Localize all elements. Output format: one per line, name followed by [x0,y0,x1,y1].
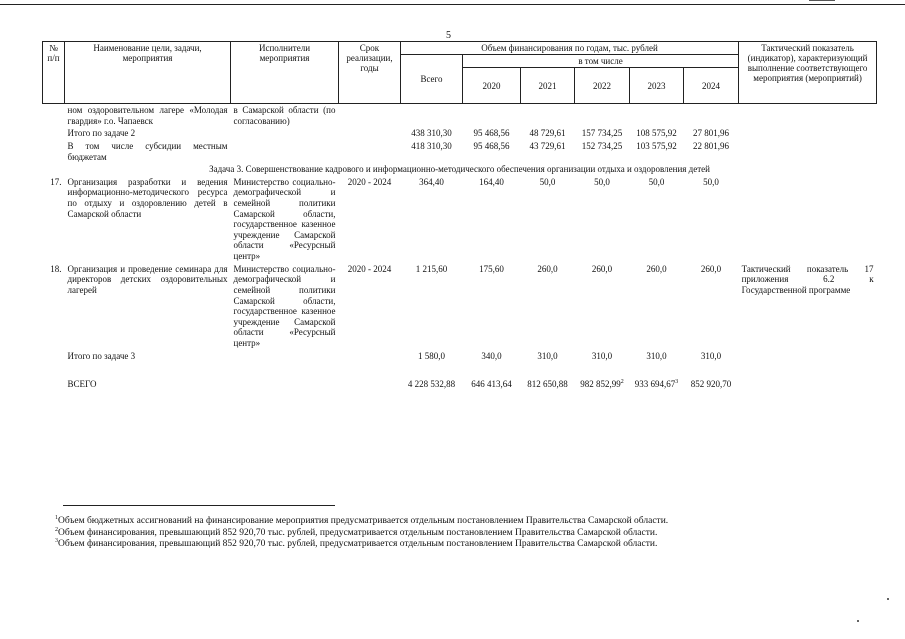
row-label: Итого по задаче 3 [67,350,136,361]
spacer-row [43,362,877,378]
cell-2021: 50,0 [539,176,556,187]
task-heading-row [43,163,877,176]
header-year: 2022 [575,68,630,104]
top-rule [0,4,905,5]
table-row [43,140,877,163]
cell-2022: 50,0 [594,176,610,187]
row-name: ном оздоровительном лагере «Молодая гвардия» г.о. Чапаевск [67,105,228,126]
footnote-separator [63,505,335,506]
cell-2021: 48 729,61 [529,128,566,139]
cell-2023 [630,378,684,391]
footnote-mark: 3 [675,379,679,386]
cell-2020: 175,60 [479,263,504,274]
value: 982 852,99 [580,379,621,390]
cell-2022: 260,0 [591,263,613,274]
footnote [55,528,815,540]
grand-total-row [43,378,877,391]
row-term: 2020 - 2024 [347,263,392,274]
task-3-title: Задача 3. Совершенствование кадрового и информационно-методического обеспечения организации отдыха и оздоровления детей [209,164,710,175]
header-indicator: Тактический показатель (индикатор), характеризующий выполнение соответствующего мероприятия (мероприятий) [739,42,877,104]
scan-speck [887,598,889,600]
row-executors: Министерство социально-демографической и семейной политики Самарской области, государственное казенное учреждение Самарской области «Ресурсный центр» [233,263,336,348]
corner-mark [809,0,835,1]
cell-2023: 108 575,92 [636,128,677,139]
table-row [43,350,877,363]
cell-2023: 50,0 [648,176,665,187]
cell-2024: 22 801,96 [693,140,730,151]
table-row [43,176,877,263]
footnote-mark: 1 [55,514,58,521]
row-indicator: Тактический показатель 17 приложения 6.2 к Государственной программе [741,263,874,295]
header-including: в том числе [463,55,739,68]
cell-2022 [575,378,630,391]
cell-total: 4 228 532,88 [407,379,456,390]
cell-2024: 310,0 [700,350,722,361]
row-number: 17. [50,176,62,187]
table-row [43,263,877,350]
footnote-text: Объем финансирования, превышающий 852 920,70 тыс. рублей, предусматривается отдельным постановлением Правительства Самарской области. [58,539,658,550]
row-indicator [739,176,877,263]
row-label: В том числе субсидии местным бюджетам [67,140,228,162]
row-term: 2020 - 2024 [347,176,392,187]
cell-2020: 340,0 [481,350,502,361]
header-year: 2024 [684,68,739,104]
cell-total: 364,40 [419,176,444,187]
scan-speck [857,620,859,622]
cell-total: 1 580,0 [418,350,445,361]
header-num: № п/п [43,42,65,104]
footnotes [55,516,815,551]
cell-2021: 260,0 [537,263,558,274]
footnote-mark: 2 [620,379,624,386]
footnote [55,539,815,551]
cell-2020: 95 468,56 [473,128,510,139]
table-header [43,42,877,104]
row-executors: Министерство социально-демографической и семейной политики Самарской области, государственное казенное учреждение Самарской области «Ресурсный центр» [233,176,336,262]
cell-2024: 50,0 [703,176,719,187]
row-name: Организация и проведение семинара для директоров детских оздоровительных лагерей [67,263,228,295]
row-label: Итого по задаче 2 [67,128,136,139]
cell-2023: 310,0 [646,350,667,361]
table-row [43,127,877,140]
cell-2021: 43 729,61 [529,140,566,151]
header-total: Всего [401,55,463,104]
row-label: ВСЕГО [67,379,97,390]
cell-total: 1 215,60 [415,263,448,274]
row-number: 18. [50,263,62,274]
footnote-mark: 3 [55,538,58,544]
header-year: 2023 [630,68,684,104]
header-term: Срок реализации, годы [339,42,401,104]
cell-2023: 103 575,92 [636,140,677,151]
header-executors: Исполнители мероприятия [231,42,339,104]
header-year: 2020 [463,68,521,104]
cell-total: 438 310,30 [411,128,452,139]
cell-2022: 157 734,25 [581,128,623,139]
footnote [55,516,815,528]
table-row [43,104,877,128]
cell-2021: 812 650,88 [527,379,568,390]
footnote-mark: 2 [55,526,58,533]
value: 933 694,67 [634,379,676,390]
cell-2020: 95 468,56 [473,140,510,151]
header-financing: Объем финансирования по годам, тыс. рублей [401,42,739,55]
cell-2023: 260,0 [646,263,667,274]
cell-2022: 152 734,25 [581,140,623,151]
cell-2024: 852 920,70 [690,379,732,390]
cell-2022: 310,0 [591,350,613,361]
header-name: Наименование цели, задачи, мероприятия [65,42,231,104]
cell-2024: 260,0 [700,263,722,274]
cell-total: 418 310,30 [411,140,452,151]
footnote-text: Объем финансирования, превышающий 852 920,70 тыс. рублей, предусматривается отдельным постановлением Правительства Самарской области. [58,527,658,538]
page-number: 5 [446,30,451,41]
cell-2020: 164,40 [479,176,504,187]
financing-table [42,41,877,391]
cell-2020: 646 413,64 [471,379,512,390]
header-year: 2021 [521,68,575,104]
cell-2024: 27 801,96 [693,128,730,139]
row-name: Организация разработки и ведения информационно-методического ресурса по отдыху и оздоровлению детей в Самарской области [67,176,228,219]
row-executors: в Самарской области (по согласованию) [233,105,336,126]
footnote-text: Объем бюджетных ассигнований на финансирование мероприятия предусматривается отдельным постановлением Правительства Самарской области. [58,516,669,526]
cell-2021: 310,0 [537,350,558,361]
